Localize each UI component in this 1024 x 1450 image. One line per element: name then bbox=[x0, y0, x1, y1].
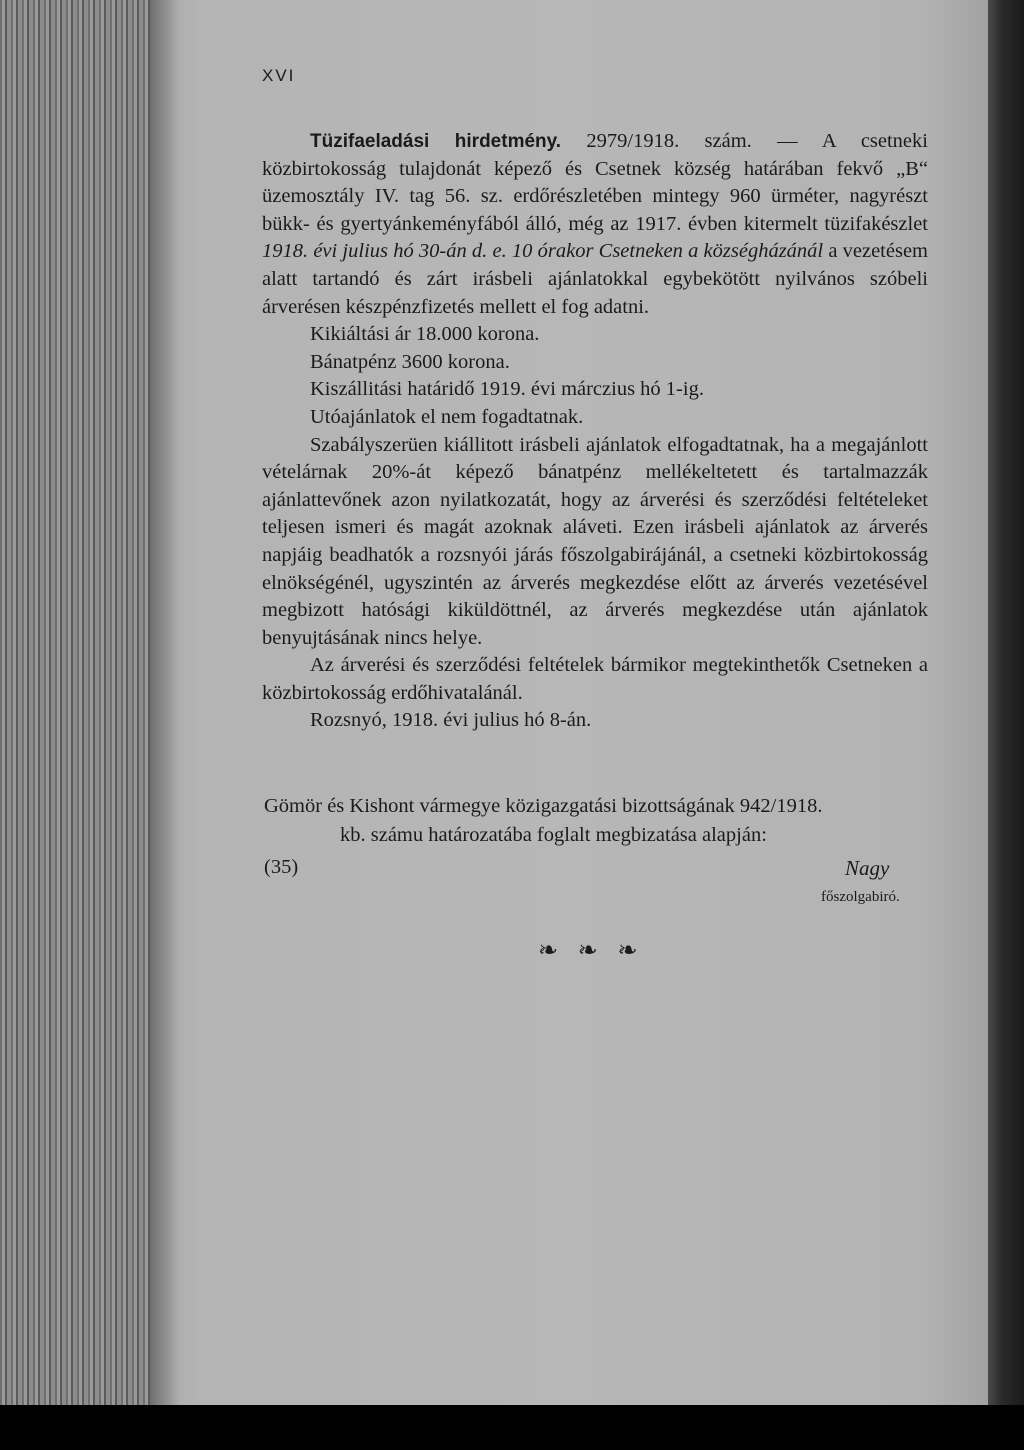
signature-title: főszolgabiró. bbox=[821, 889, 900, 905]
notice-number: (35) bbox=[264, 856, 299, 878]
notice-text: 2979/1918. szám. — A csetneki közbirtokosság tulajdonát képező és Csetnek község határában fekvő „B“ üzemosztály IV. tag 56. sz. erdőrészletében mintegy 960 ürméter, nagyrészt bükk- és gyertyánkeményfából álló, még az 1917. évben kitermelt tüzifakészlet bbox=[262, 130, 928, 235]
ornament-divider: ❧ ❧ ❧ bbox=[538, 936, 644, 964]
page-number: XVI bbox=[262, 66, 296, 85]
notice-title: Tüzifaeladási hirdetmény. bbox=[310, 131, 562, 152]
book-page-edges bbox=[0, 0, 155, 1405]
written-offers-paragraph: Szabályszerüen kiállitott irásbeli ajánlatok elfogadtatnak, ha a megajánlott vételárnak 20%-át képező bánatpénz mellékeltetett és tartalmazzák ajánlattevőnek azon nyilatkozatát, hogy az árverési és szerződési feltételeket teljesen ismeri és magát azoknak aláveti. Ezen irásbeli ajánlatok az árverés napjáig beadhatók a rozsnyói járás főszolgabirájánál, a csetneki közbirtokosság elnökségénél, ugyszintén az árverés megkezdése előtt az árverés vezetésével megbizott hatósági kiküldöttnél, az árverés megkezdése után ajánlatok benyujtásának nincs helye. bbox=[262, 433, 928, 649]
authority-line-1: Gömör és Kishont vármegye közigazgatási bizottságának 942/1918. bbox=[264, 795, 823, 817]
signature-name: Nagy bbox=[845, 856, 890, 880]
notice-date-place: 1918. évi julius hó 30-án d. e. 10 órakor Csetneken a községházánál bbox=[262, 240, 824, 263]
book-right-edge bbox=[988, 0, 1024, 1405]
conditions-paragraph: Az árverési és szerződési feltételek bármikor megtekinthetők Csetneken a közbirtokosság erdőhivatalánál. bbox=[262, 654, 928, 704]
starting-price: Kikiáltási ár 18.000 korona. bbox=[310, 323, 540, 346]
gutter-shadow bbox=[150, 0, 180, 1405]
delivery-deadline: Kiszállitási határidő 1919. évi márczius hó 1-ig. bbox=[310, 378, 704, 401]
place-date: Rozsnyó, 1918. évi julius hó 8-án. bbox=[310, 709, 592, 732]
notice-paragraph-1 bbox=[262, 128, 928, 321]
late-offers: Utóajánlatok el nem fogadtatnak. bbox=[310, 405, 584, 428]
authority-line-2: kb. számu határozatába foglalt megbizatása alapján: bbox=[340, 824, 767, 846]
notice-text-tail: a vezetésem alatt tartandó és zárt irásbeli ajánlatokkal egybekötött nyilvános szóbeli árverésen készpénzfizetés mellett el fog adatni. bbox=[262, 240, 928, 318]
deposit: Bánatpénz 3600 korona. bbox=[310, 350, 510, 373]
notice-body bbox=[262, 128, 928, 735]
